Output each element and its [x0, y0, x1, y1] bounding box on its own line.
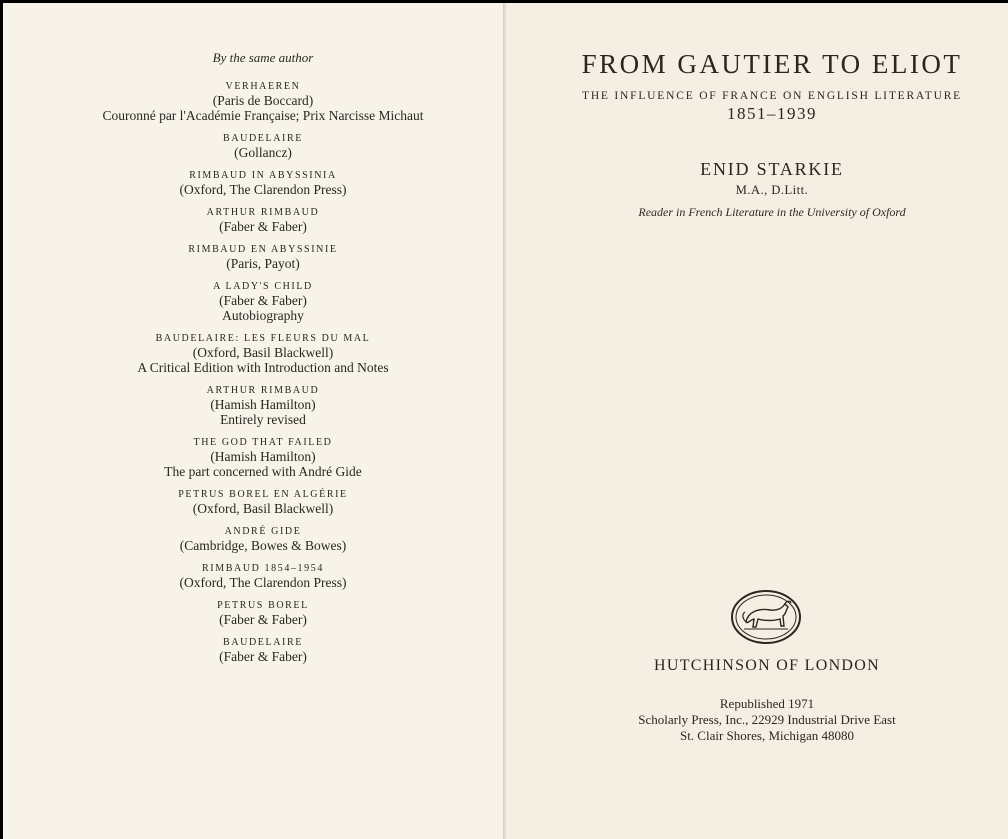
book-title: FROM GAUTIER TO ELIOT [581, 49, 963, 79]
work-detail: (Faber & Faber) [219, 649, 307, 664]
work-detail: (Hamish Hamilton) [210, 449, 316, 464]
work-title: RIMBAUD 1854–1954 [202, 563, 324, 574]
work-title: RIMBAUD IN ABYSSINIA [189, 170, 337, 181]
work-entry [3, 169, 523, 197]
work-detail: (Oxford, The Clarendon Press) [179, 182, 347, 197]
book-subtitle: THE INFLUENCE OF FRANCE ON ENGLISH LITERATURE [582, 90, 962, 102]
republish-info [506, 696, 1008, 744]
work-detail: Entirely revised [220, 412, 306, 427]
work-entry [3, 562, 523, 590]
work-detail: (Gollancz) [234, 145, 292, 160]
work-entry [3, 280, 523, 323]
works-list [3, 80, 523, 673]
work-title: RIMBAUD EN ABYSSINIE [188, 244, 338, 255]
work-detail: (Oxford, Basil Blackwell) [192, 345, 334, 360]
work-title: ARTHUR RIMBAUD [206, 385, 320, 396]
work-entry [3, 436, 523, 479]
work-detail: A Critical Edition with Introduction and Notes [137, 360, 389, 375]
work-entry [3, 332, 523, 375]
work-detail: (Cambridge, Bowes & Bowes) [179, 538, 347, 553]
work-title: PETRUS BOREL [217, 600, 309, 611]
work-detail: (Oxford, The Clarendon Press) [179, 575, 347, 590]
work-entry [3, 206, 523, 234]
work-entry [3, 525, 523, 553]
author-position: Reader in French Literature in the University of Oxford [638, 205, 906, 219]
work-entry [3, 488, 523, 516]
work-title: ANDRÉ GIDE [224, 526, 302, 537]
author-name: ENID STARKIE [700, 159, 844, 179]
work-detail: (Faber & Faber) [219, 612, 307, 627]
work-title: BAUDELAIRE [223, 133, 303, 144]
work-entry [3, 132, 523, 160]
work-entry [3, 636, 523, 664]
work-detail: (Hamish Hamilton) [210, 397, 316, 412]
work-entry [3, 80, 523, 123]
left-page [3, 3, 504, 839]
work-entry [3, 384, 523, 427]
by-same-author-heading: By the same author [212, 50, 314, 65]
work-entry [3, 599, 523, 627]
work-title: BAUDELAIRE [223, 637, 303, 648]
work-title: BAUDELAIRE: LES FLEURS DU MAL [155, 333, 371, 344]
work-detail: (Paris de Boccard) [212, 93, 314, 108]
work-detail: (Oxford, Basil Blackwell) [192, 501, 334, 516]
work-title: PETRUS BOREL EN ALGÉRIE [178, 489, 348, 500]
work-detail: The part concerned with André Gide [164, 464, 362, 479]
work-title: THE GOD THAT FAILED [193, 437, 333, 448]
work-detail: Couronné par l'Académie Française; Prix Narcisse Michaut [102, 108, 424, 123]
bull-colophon-icon [728, 588, 804, 646]
work-title: VERHAEREN [225, 81, 301, 92]
work-detail: (Faber & Faber) [219, 293, 307, 308]
right-page [506, 3, 1008, 839]
work-detail: Autobiography [222, 308, 304, 323]
republish-line: St. Clair Shores, Michigan 48080 [679, 728, 855, 743]
work-entry [3, 243, 523, 271]
work-detail: (Paris, Payot) [226, 256, 300, 271]
book-years: 1851–1939 [727, 104, 817, 123]
work-title: ARTHUR RIMBAUD [206, 207, 320, 218]
republish-line: Scholarly Press, Inc., 22929 Industrial Drive East [638, 712, 896, 727]
republish-line: Republished 1971 [719, 696, 815, 711]
author-degrees: M.A., D.Litt. [735, 183, 809, 197]
work-title: A LADY'S CHILD [213, 281, 313, 292]
publisher-name: HUTCHINSON OF LONDON [654, 657, 880, 674]
work-detail: (Faber & Faber) [219, 219, 307, 234]
